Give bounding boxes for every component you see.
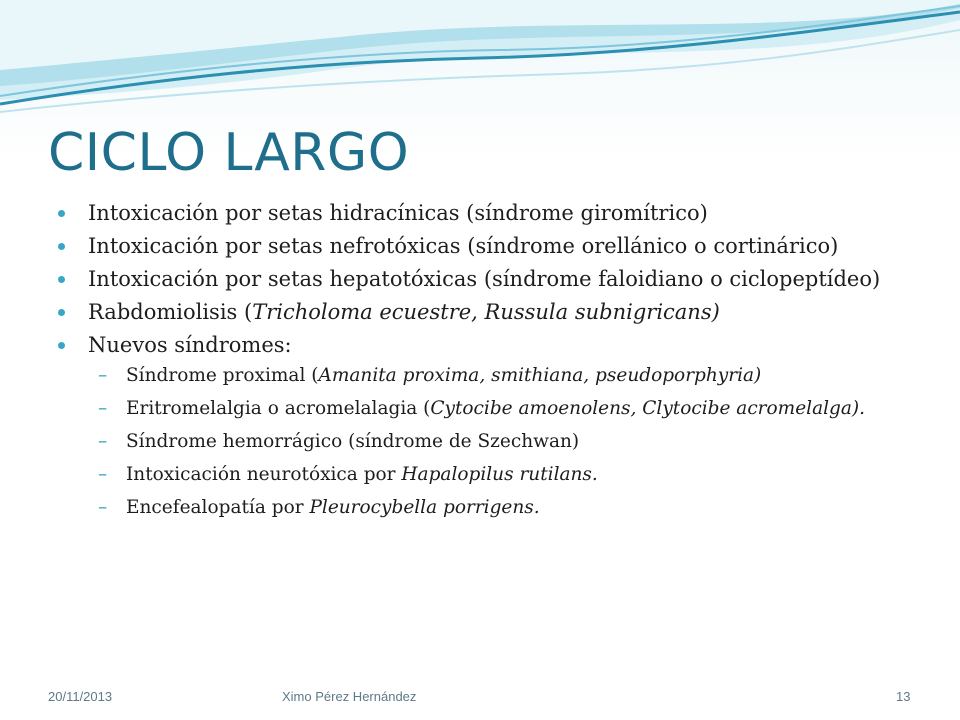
bullet-item: Intoxicación por setas hidracínicas (síndrome giromítrico): [56, 200, 936, 226]
sub-bullet-item: – Encefealopatía por Pleurocybella porrigens.: [98, 497, 540, 518]
dash-icon: –: [98, 464, 108, 485]
sub-bullet-list: [88, 364, 936, 520]
bullet-list: [56, 200, 936, 520]
bullet-item: Intoxicación por setas hepatotóxicas (síndrome faloidiano o ciclopeptídeo): [56, 266, 936, 292]
bullet-dot-icon: [58, 243, 65, 250]
bullet-dot-icon: [58, 309, 65, 316]
sub-bullet-item: – Síndrome proximal (Amanita proxima, smithiana, pseudoporphyria): [98, 365, 762, 386]
footer-date: 20/11/2013: [48, 689, 113, 704]
sub-bullet-item: – Intoxicación neurotóxica por Hapalopilus rutilans.: [98, 464, 598, 485]
sub-bullet-item: – Síndrome hemorrágico (síndrome de Szechwan): [98, 431, 580, 452]
bullet-item: Nuevos síndromes: – Síndrome proximal (Amanita proxima, smithiana, pseudoporphyria) – Eritromelalgia o acromelalagia (Cytocibe amoenolens, Clytocibe acromelalga). – Síndrome hemorrágico (síndrome de Szechwan) – Intoxicación neurotóxica por Hapalopilus rutilans. – Encefealopatía por Pleurocybella porrigens.: [56, 332, 936, 520]
slide-content: [56, 200, 936, 529]
dash-icon: –: [98, 431, 108, 452]
footer-page-number: 13: [896, 689, 911, 704]
footer-author: Ximo Pérez Hernández: [282, 689, 417, 704]
dash-icon: –: [98, 365, 108, 386]
slide-title: CICLO LARGO: [48, 123, 410, 183]
dash-icon: –: [98, 398, 108, 419]
bullet-item: Rabdomiolisis (Tricholoma ecuestre, Russula subnigricans): [56, 299, 936, 325]
bullet-dot-icon: [58, 276, 65, 283]
bullet-dot-icon: [58, 210, 65, 217]
bullet-item: Intoxicación por setas nefrotóxicas (síndrome orellánico o cortinárico): [56, 233, 936, 259]
bullet-dot-icon: [58, 342, 65, 349]
sub-bullet-item: – Eritromelalgia o acromelalagia (Cytocibe amoenolens, Clytocibe acromelalga).: [98, 398, 865, 419]
dash-icon: –: [98, 497, 108, 518]
